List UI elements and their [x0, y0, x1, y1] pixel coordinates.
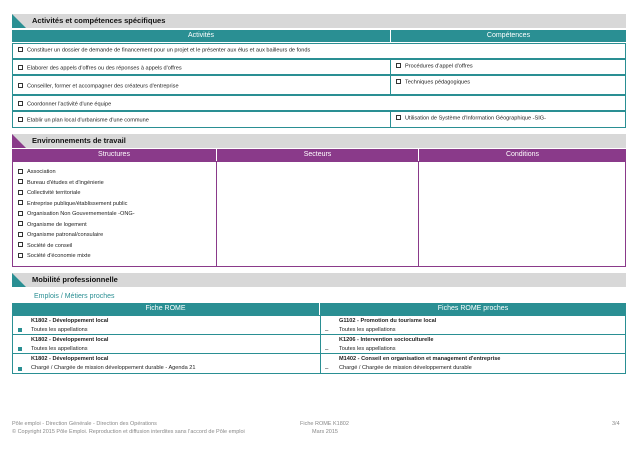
checkbox-icon — [18, 221, 23, 226]
list-item — [18, 199, 135, 210]
dash-icon: – — [325, 366, 329, 372]
competence-text: Techniques pédagogiques — [405, 79, 471, 86]
activite-text: Constituer un dossier de demande de financement pour un projet et le présenter aux élus et aux bailleurs de fonds — [27, 47, 311, 54]
footer-center — [300, 420, 349, 436]
footer-fiche: Fiche ROME K1802 — [300, 421, 349, 427]
section-title: Activités et compétences spécifiques — [32, 16, 166, 25]
rome-appellation: Toutes les appellations — [339, 327, 396, 333]
table-row — [12, 43, 626, 59]
checkbox-icon — [18, 117, 23, 122]
rome-code: G1102 - Promotion du tourisme local — [339, 318, 437, 324]
header-competences: Compétences — [391, 30, 626, 42]
footer-org: Pôle emploi - Direction Générale - Direction des Opérations — [12, 421, 157, 427]
rome-appellation: Chargé / Chargée de mission développement durable - Agenda 21 — [31, 365, 196, 371]
checkbox-icon — [18, 47, 23, 52]
activite-text: Etablir un plan local d'urbanisme d'une commune — [27, 117, 149, 124]
rome-appellation: Toutes les appellations — [31, 346, 88, 352]
table-row — [12, 95, 626, 111]
list-item — [18, 209, 135, 220]
section-title: Environnements de travail — [32, 136, 126, 145]
rome-code: K1802 - Développement local — [31, 318, 109, 324]
structure-text: Organisme de logement — [27, 221, 87, 228]
section-marker — [12, 134, 26, 148]
header-activites: Activités — [12, 30, 390, 42]
activite-text: Conseiller, former et accompagner des créateurs d'entreprise — [27, 83, 179, 90]
table-cell — [390, 75, 626, 95]
rome-right-cell — [320, 353, 626, 374]
rome-left-cell — [12, 353, 321, 374]
section-marker — [12, 14, 26, 28]
table-row — [12, 59, 391, 75]
checkbox-icon — [18, 242, 23, 247]
checkbox-icon — [18, 253, 23, 258]
checkbox-icon — [18, 169, 23, 174]
list-item — [18, 220, 135, 231]
section-environnements — [12, 134, 626, 148]
rome-appellation: Toutes les appellations — [31, 327, 88, 333]
structure-text: Organisme patronal/consulaire — [27, 232, 104, 238]
checkbox-icon — [18, 83, 23, 88]
rome-code: K1206 - Intervention socioculturelle — [339, 337, 434, 343]
checkbox-icon — [396, 63, 401, 68]
header-fiche-rome: Fiche ROME — [12, 303, 319, 315]
checkbox-icon — [18, 190, 23, 195]
structure-text: Société de conseil — [27, 242, 73, 249]
structures-cell — [12, 161, 217, 267]
section-title: Mobilité professionnelle — [32, 275, 118, 284]
rome-code: K1802 - Développement local — [31, 337, 109, 343]
table-row — [12, 75, 391, 95]
header-fiches-proches: Fiches ROME proches — [320, 303, 626, 315]
rome-left-cell — [12, 334, 321, 354]
footer-page: 3/4 — [612, 421, 620, 427]
structure-text: Association — [27, 169, 56, 175]
activite-text: Coordonner l'activité d'une équipe — [27, 101, 112, 108]
square-bullet-icon — [18, 328, 22, 332]
footer-copyright: © Copyright 2015 Pôle Emploi. Reproduction et diffusion interdites sans l'accord de Pôle emploi — [12, 429, 245, 435]
square-bullet-icon — [18, 367, 22, 371]
checkbox-icon — [396, 115, 401, 120]
structure-text: Société d'économie mixte — [27, 253, 91, 259]
checkbox-icon — [18, 200, 23, 205]
footer-left — [12, 420, 245, 436]
rome-appellation: Toutes les appellations — [339, 346, 396, 352]
section-marker — [12, 273, 26, 287]
section-activites — [12, 14, 626, 28]
list-item — [18, 178, 135, 189]
secteurs-cell — [216, 161, 419, 267]
section-mobilite — [12, 273, 626, 287]
table-cell — [390, 111, 626, 128]
list-item — [18, 241, 135, 252]
rome-code: K1802 - Développement local — [31, 356, 109, 362]
rome-code: M1402 - Conseil en organisation et management d'entreprise — [339, 356, 501, 362]
rome-right-cell — [320, 334, 626, 354]
competence-text: Utilisation de Système d'Information Géographique -SIG- — [405, 115, 546, 122]
header-secteurs: Secteurs — [217, 149, 418, 161]
list-item — [18, 230, 135, 241]
list-item — [18, 188, 135, 199]
activite-text: Elaborer des appels d'offres ou des réponses à appels d'offres — [27, 65, 182, 72]
header-structures: Structures — [12, 149, 216, 161]
rome-left-cell — [12, 315, 321, 335]
rome-right-cell — [320, 315, 626, 335]
structure-text: Bureau d'études et d'ingénierie — [27, 179, 104, 186]
table-cell — [390, 59, 626, 75]
checkbox-icon — [18, 211, 23, 216]
structure-text: Entreprise publique/établissement public — [27, 200, 128, 207]
checkbox-icon — [18, 232, 23, 237]
competence-text: Procédures d'appel d'offres — [405, 63, 473, 70]
table-row — [12, 111, 391, 128]
list-item — [18, 167, 135, 178]
footer-date: Mars 2015 — [312, 429, 338, 435]
rome-appellation: Chargé / Chargée de mission développement durable — [339, 365, 472, 371]
checkbox-icon — [18, 179, 23, 184]
structure-text: Organisation Non Gouvernementale -ONG- — [27, 211, 135, 217]
square-bullet-icon — [18, 347, 22, 351]
checkbox-icon — [18, 65, 23, 70]
structures-list — [18, 167, 135, 262]
conditions-cell — [418, 161, 626, 267]
dash-icon: – — [325, 347, 329, 353]
dash-icon: – — [325, 328, 329, 334]
checkbox-icon — [396, 79, 401, 84]
mobilite-subtitle: Emplois / Métiers proches — [34, 293, 115, 300]
header-conditions: Conditions — [419, 149, 626, 161]
structure-text: Collectivité territoriale — [27, 190, 81, 196]
list-item — [18, 251, 135, 262]
checkbox-icon — [18, 101, 23, 106]
